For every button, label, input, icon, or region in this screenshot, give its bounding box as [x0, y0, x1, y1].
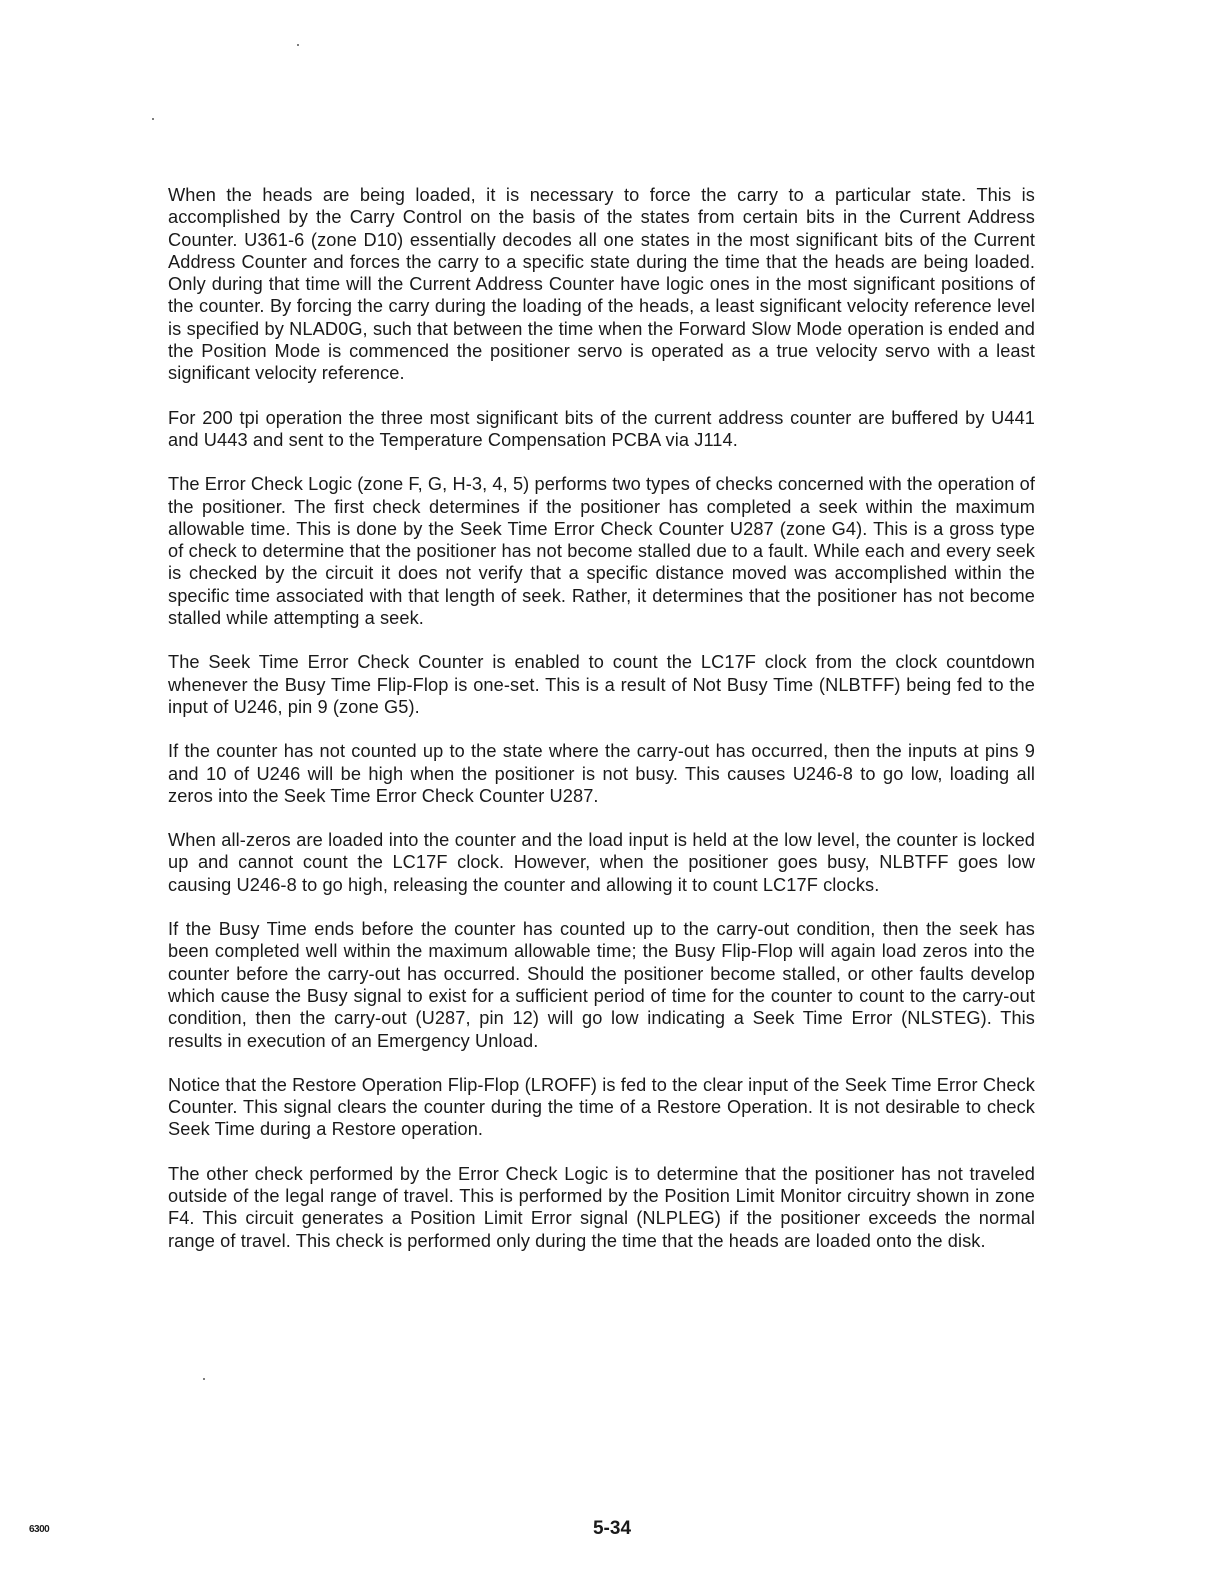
paragraph-carry-control: When the heads are being loaded, it is necessary to force the carry to a particular state. This is accomplished by the Carry Control on the basis of the states from certain bits in the Current Address Counter. U361-6 (zone D10) essentially decodes all one states in the most significant bits of the Current Address Counter and forces the carry to a specific state during the time that the heads are being loaded. Only during that time will the Current Address Counter have logic ones in the most significant positions of the counter. By forcing the carry during the loading of the heads, a least significant velocity reference level is specified by NLAD0G, such that between the time when the Forward Slow Mode operation is ended and the Position Mode is commenced the positioner servo is operated as a true velocity servo with a least significant velocity reference.: [168, 185, 1035, 384]
scan-speck: [297, 44, 299, 46]
paragraph-seek-time-counter: The Seek Time Error Check Counter is enabled to count the LC17F clock from the clock countdown whenever the Busy Time Flip-Flop is one-set. This is a result of Not Busy Time (NLBTFF) being fed to the input of U246, pin 9 (zone G5).: [168, 652, 1035, 717]
scan-speck: [203, 1378, 205, 1380]
paragraph-counter-not-counted: If the counter has not counted up to the state where the carry-out has occurred, then the inputs at pins 9 and 10 of U246 will be high when the positioner is not busy. This causes U246-8 to go low, loading all zeros into the Seek Time Error Check Counter U287.: [168, 741, 1035, 806]
paragraph-restore-operation: Notice that the Restore Operation Flip-Flop (LROFF) is fed to the clear input of the Seek Time Error Check Counter. This signal clears the counter during the time of a Restore Operation. It is not desirable to check Seek Time during a Restore operation.: [168, 1074, 1035, 1140]
paragraph-position-limit: The other check performed by the Error Check Logic is to determine that the positioner has not traveled outside of the legal range of travel. This is performed by the Position Limit Monitor circuitry shown in zone F4. This circuit generates a Position Limit Error signal (NLPLEG) if the positioner exceeds the normal range of travel. This check is performed only during the time that the heads are loaded onto the disk.: [168, 1163, 1035, 1251]
paragraph-200tpi: For 200 tpi operation the three most significant bits of the current address counter are buffered by U441 and U443 and sent to the Temperature Compensation PCBA via J114.: [168, 407, 1035, 450]
scan-speck: [152, 118, 154, 120]
document-body: [168, 184, 1035, 1274]
paragraph-busy-time-ends: If the Busy Time ends before the counter has counted up to the carry-out condition, then the seek has been completed well within the maximum allowable time; the Busy Flip-Flop will again load zeros into the counter before the carry-out has occurred. Should the positioner become stalled, or other faults develop which cause the Busy signal to exist for a sufficient period of time for the counter to count to the carry-out condition, then the carry-out (U287, pin 12) will go low indicating a Seek Time Error (NLSTEG). This results in execution of an Emergency Unload.: [168, 919, 1035, 1051]
paragraph-all-zeros: When all-zeros are loaded into the counter and the load input is held at the low level, the counter is locked up and cannot count the LC17F clock. However, when the positioner goes busy, NLBTFF goes low causing U246-8 to go high, releasing the counter and allowing it to count LC17F clocks.: [168, 830, 1035, 895]
document-code: 6300: [29, 1524, 50, 1535]
page-number: 5-34: [592, 1518, 632, 1539]
paragraph-error-check-logic: The Error Check Logic (zone F, G, H-3, 4, 5) performs two types of checks concerned with the operation of the positioner. The first check determines if the positioner has completed a seek within the maximum allowable time. This is done by the Seek Time Error Check Counter U287 (zone G4). This is a gross type of check to determine that the positioner has not become stalled due to a fault. While each and every seek is checked by the circuit it does not verify that a specific distance moved was accomplished within the specific time associated with that length of seek. Rather, it determines that the positioner has not become stalled while attempting a seek.: [168, 474, 1035, 629]
